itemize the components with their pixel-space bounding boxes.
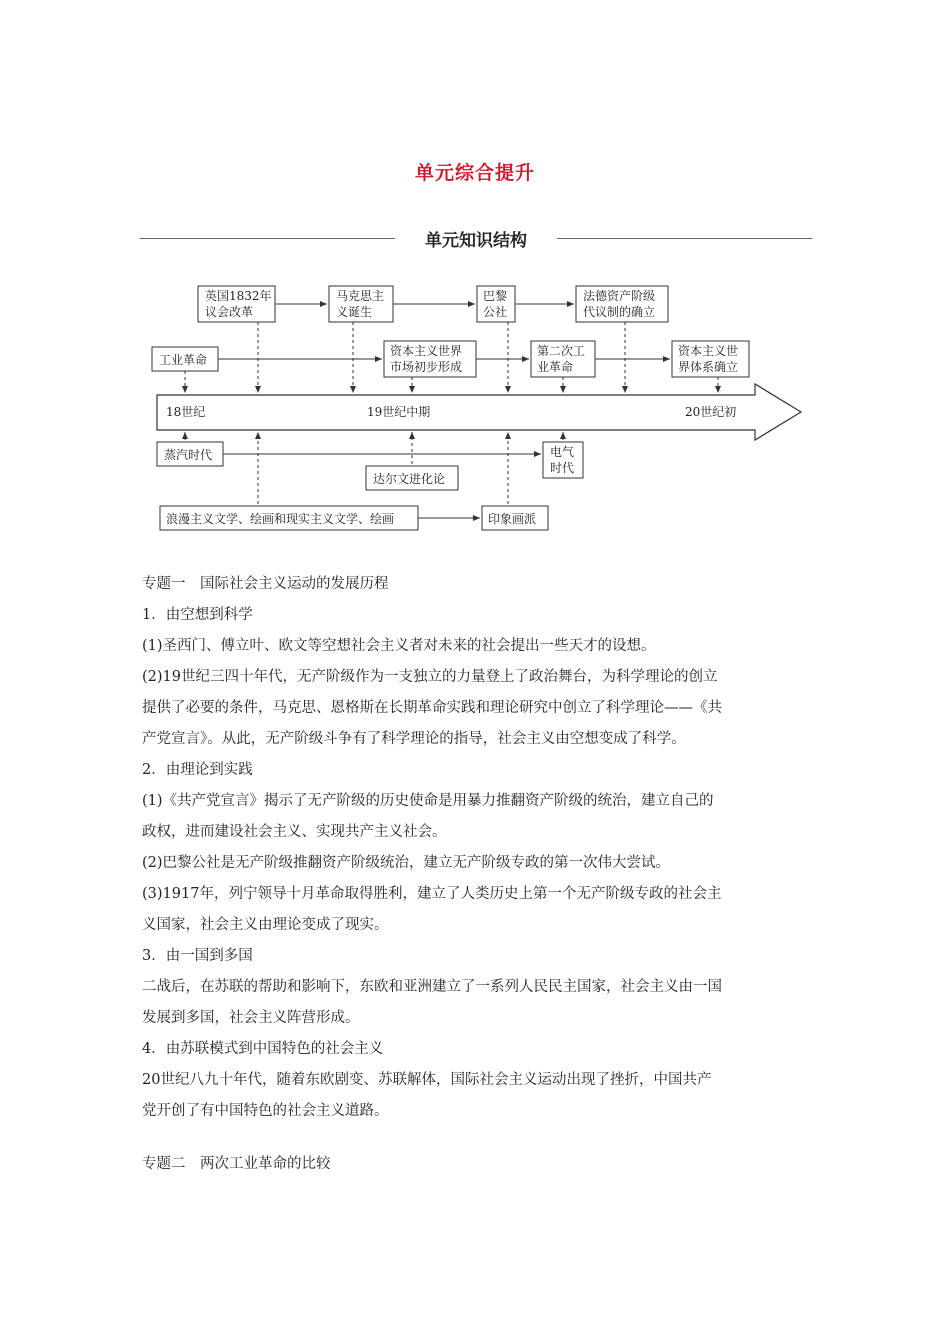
s3-title: 3．由一国到多国: [142, 948, 253, 964]
svg-text:印象画派: 印象画派: [488, 512, 537, 526]
svg-text:电气: 电气: [550, 445, 575, 459]
box-marxism: [329, 286, 393, 322]
section-heading: 单元知识结构: [425, 231, 527, 251]
s2-p3-l1: (3)1917年，列宁领导十月革命取得胜利，建立了人类历史上第一个无产阶级专政的社会主: [142, 886, 722, 902]
timeline-label-19c: 19世纪中期: [367, 405, 431, 419]
box-paris-commune: [477, 286, 515, 322]
svg-text:业革命: 业革命: [537, 360, 574, 374]
svg-text:巴黎: 巴黎: [483, 289, 508, 303]
timeline-label-18c: 18世纪: [166, 405, 206, 419]
topic1-title: 专题一 国际社会主义运动的发展历程: [142, 576, 389, 592]
s1-p2-l3: 产党宣言》。从此，无产阶级斗争有了科学理论的指导，社会主义由空想变成了科学。: [142, 731, 686, 747]
svg-text:议会改革: 议会改革: [205, 305, 254, 319]
s2-title: 2．由理论到实践: [142, 762, 253, 778]
knowledge-structure-diagram: [140, 275, 810, 540]
s4-p1-l2: 党开创了有中国特色的社会主义道路。: [142, 1103, 389, 1119]
topic2-title: 专题二 两次工业革命的比较: [142, 1156, 331, 1172]
box-world-market: [384, 341, 476, 377]
box-world-system: [672, 341, 749, 377]
svg-text:公社: 公社: [483, 305, 508, 319]
box-electric-age: [543, 442, 583, 478]
s1-p2-l1: (2)19世纪三四十年代，无产阶级作为一支独立的力量登上了政治舞台，为科学理论的创立: [142, 669, 718, 685]
svg-text:马克思主: 马克思主: [336, 289, 385, 303]
box-france-germany: [576, 286, 668, 322]
svg-text:工业革命: 工业革命: [159, 353, 208, 367]
svg-text:法德资产阶级: 法德资产阶级: [583, 289, 656, 303]
svg-text:资本主义世: 资本主义世: [678, 344, 739, 358]
s2-p1-l1: (1)《共产党宣言》揭示了无产阶级的历史使命是用暴力推翻资产阶级的统治，建立自己的: [142, 793, 714, 809]
body-text: [142, 569, 810, 1180]
svg-text:蒸汽时代: 蒸汽时代: [164, 448, 213, 462]
svg-text:界体系确立: 界体系确立: [678, 360, 739, 374]
s3-p1-l1: 二战后，在苏联的帮助和影响下，东欧和亚洲建立了一系列人民民主国家，社会主义由一国: [142, 979, 722, 995]
svg-text:时代: 时代: [550, 461, 575, 475]
s2-p2: (2)巴黎公社是无产阶级推翻资产阶级统治，建立无产阶级专政的第一次伟大尝试。: [142, 855, 671, 871]
s1-p1: (1)圣西门、傅立叶、欧文等空想社会主义者对未来的社会提出一些天才的设想。: [142, 638, 656, 654]
svg-text:英国1832年: 英国1832年: [205, 289, 272, 303]
s1-title: 1．由空想到科学: [142, 607, 253, 623]
box-romanticism-realism: [160, 506, 418, 530]
section-heading-row: [140, 226, 812, 252]
heading-rule-right: [557, 238, 812, 239]
svg-text:资本主义世界: 资本主义世界: [390, 344, 463, 358]
page-title: 单元综合提升: [414, 162, 535, 184]
box-britain-reform: [198, 286, 275, 322]
timeline-label-20c: 20世纪初: [685, 405, 737, 419]
s1-p2-l2: 提供了必要的条件，马克思、恩格斯在长期革命实践和理论研究中创立了科学理论——《共: [142, 700, 722, 716]
s3-p1-l2: 发展到多国，社会主义阵营形成。: [142, 1010, 360, 1026]
box-impressionism: [482, 506, 548, 530]
s2-p1-l2: 政权，进而建设社会主义、实现共产主义社会。: [142, 824, 447, 840]
box-darwin: [366, 466, 458, 490]
svg-text:市场初步形成: 市场初步形成: [390, 360, 463, 374]
svg-text:浪漫主义文学、绘画和现实主义文学、绘画: 浪漫主义文学、绘画和现实主义文学、绘画: [166, 512, 395, 526]
svg-text:代议制的确立: 代议制的确立: [583, 305, 656, 319]
box-steam-age: [157, 442, 223, 466]
s4-p1-l1: 20世纪八九十年代，随着东欧剧变、苏联解体，国际社会主义运动出现了挫折，中国共产: [142, 1072, 712, 1088]
s4-title: 4．由苏联模式到中国特色的社会主义: [142, 1041, 384, 1057]
svg-text:义诞生: 义诞生: [336, 305, 373, 319]
s2-p3-l2: 义国家，社会主义由理论变成了现实。: [142, 917, 389, 933]
svg-text:达尔文进化论: 达尔文进化论: [373, 472, 446, 486]
box-industrial-revolution: [152, 347, 218, 371]
svg-text:第二次工: 第二次工: [537, 344, 586, 358]
box-second-industrial-revolution: [531, 341, 595, 377]
